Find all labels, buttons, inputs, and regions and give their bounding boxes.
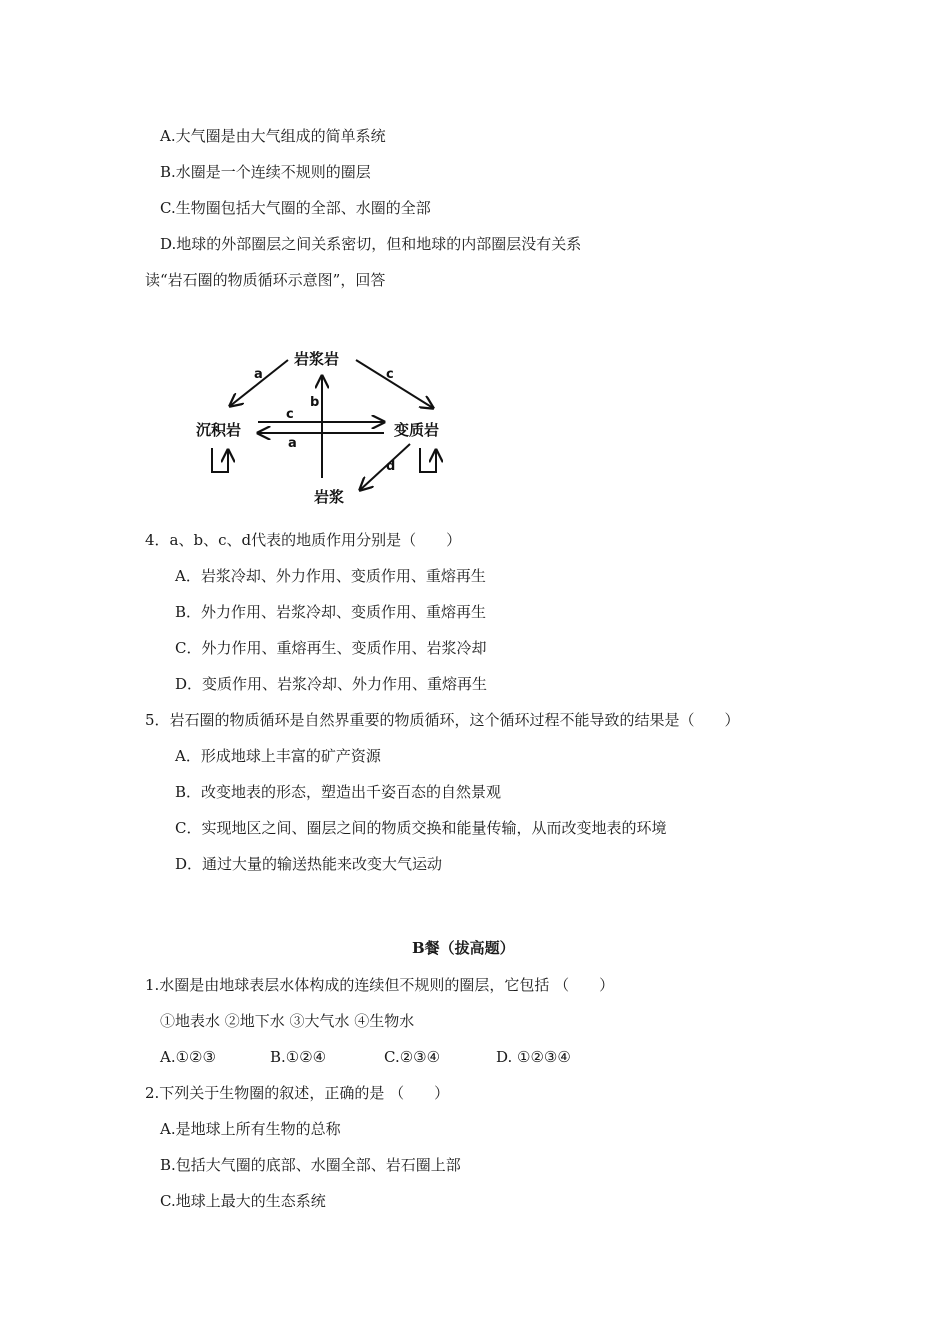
metamorphic-self-loop-arrow [420, 448, 436, 472]
arrow-c-magmatic-to-metamorphic [356, 360, 433, 408]
b-q1-option-c: C.②③④ [384, 1048, 441, 1066]
read-prompt: 读“岩石圈的物质循环示意图”，回答 [145, 271, 386, 289]
label-b: b [310, 395, 320, 410]
q4-option-c: C．外力作用、重熔再生、变质作用、岩浆冷却 [175, 639, 487, 657]
b-q1-stem: 1.水圈是由地球表层水体构成的连续但不规则的圈层，它包括 （ ） [145, 976, 615, 994]
b-q1-option-d: D. ①②③④ [496, 1048, 571, 1066]
b-q2-stem: 2.下列关于生物圈的叙述，正确的是 （ ） [145, 1084, 450, 1102]
rock-cycle-diagram [188, 340, 458, 515]
q5-option-a: A．形成地球上丰富的矿产资源 [175, 747, 381, 765]
b-q1-option-a: A.①②③ [160, 1048, 216, 1066]
q5-option-c: C．实现地区之间、圈层之间的物质交换和能量传输，从而改变地表的环境 [175, 819, 667, 837]
q3-option-b: B.水圈是一个连续不规则的圈层 [160, 163, 371, 181]
q5-option-b: B．改变地表的形态，塑造出千姿百态的自然景观 [175, 783, 502, 801]
b-q2-option-b: B.包括大气圈的底部、水圈全部、岩石圈上部 [160, 1156, 461, 1174]
arrow-d-metamorphic-to-magma [360, 444, 410, 490]
node-magma: 岩浆 [314, 488, 345, 506]
b-q2-option-a: A.是地球上所有生物的总称 [160, 1120, 341, 1138]
q5-stem: 5．岩石圈的物质循环是自然界重要的物质循环，这个循环过程不能导致的结果是（ ） [145, 711, 740, 729]
q4-option-d: D．变质作用、岩浆冷却、外力作用、重熔再生 [175, 675, 488, 693]
node-sedimentary-rock: 沉积岩 [196, 421, 242, 439]
b-q1-items: ①地表水 ②地下水 ③大气水 ④生物水 [160, 1012, 415, 1030]
q5-option-d: D．通过大量的输送热能来改变大气运动 [175, 855, 443, 873]
label-a-middle: a [288, 436, 297, 451]
q3-option-a: A.大气圈是由大气组成的简单系统 [160, 127, 386, 145]
node-magmatic-rock: 岩浆岩 [294, 350, 340, 368]
b-q2-option-c: C.地球上最大的生态系统 [160, 1192, 326, 1210]
q3-option-c: C.生物圈包括大气圈的全部、水圈的全部 [160, 199, 431, 217]
label-c-middle: c [286, 407, 294, 422]
b-q1-option-b: B.①②④ [270, 1048, 327, 1066]
q4-option-a: A．岩浆冷却、外力作用、变质作用、重熔再生 [175, 567, 486, 585]
sedimentary-self-loop-arrow [212, 448, 228, 472]
section-b-title: B餐（拔高题） [412, 939, 515, 957]
label-c-upper: c [386, 367, 394, 382]
node-metamorphic-rock: 变质岩 [394, 421, 440, 439]
q4-stem: 4．a、b、c、d代表的地质作用分别是（ ） [145, 531, 462, 549]
label-a-upper: a [254, 367, 263, 382]
q3-option-d: D.地球的外部圈层之间关系密切，但和地球的内部圈层没有关系 [160, 235, 582, 253]
label-d: d [386, 459, 396, 474]
q4-option-b: B．外力作用、岩浆冷却、变质作用、重熔再生 [175, 603, 487, 621]
